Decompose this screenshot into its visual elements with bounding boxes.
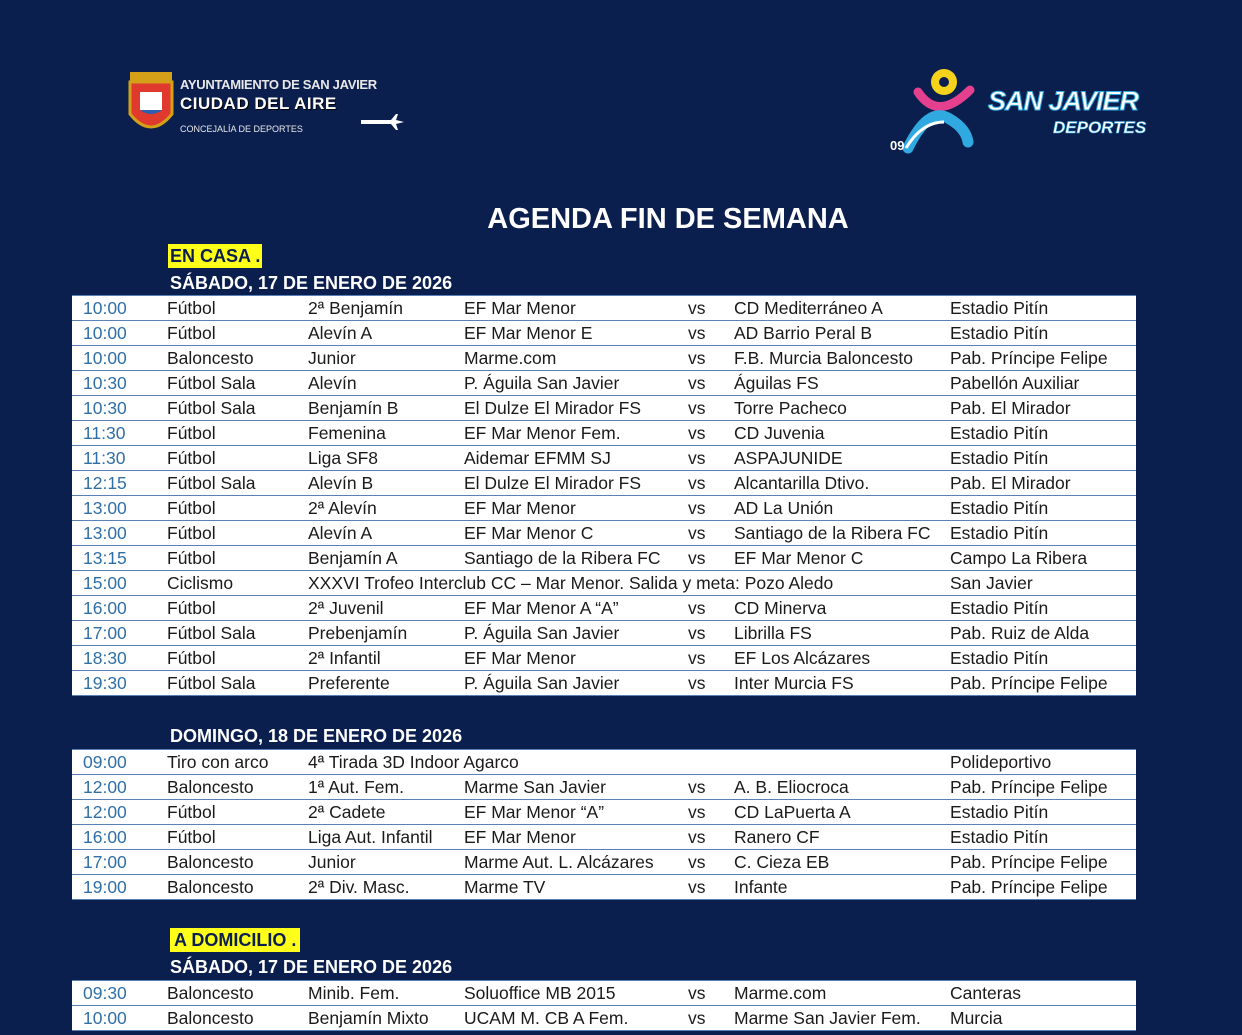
category-cell: 2ª Infantil xyxy=(308,646,464,671)
time-cell: 11:30 xyxy=(72,446,167,471)
venue-cell: Polideportivo xyxy=(950,750,1136,775)
category-cell: Minib. Fem. xyxy=(308,981,464,1006)
sunday-home-table xyxy=(72,749,1136,900)
category-cell: Liga SF8 xyxy=(308,446,464,471)
table-row xyxy=(72,750,1136,775)
sport-cell: Fútbol Sala xyxy=(167,671,308,696)
time-cell: 10:00 xyxy=(72,321,167,346)
time-cell: 15:00 xyxy=(72,571,167,596)
home-team-cell: Marme San Javier xyxy=(464,775,688,800)
table-row xyxy=(72,396,1136,421)
logo-line-1: SAN JAVIER xyxy=(988,86,1139,116)
logo-line-2: DEPORTES xyxy=(1053,118,1147,137)
category-cell: Liga Aut. Infantil xyxy=(308,825,464,850)
sport-cell: Fútbol Sala xyxy=(167,621,308,646)
venue-cell: Murcia xyxy=(950,1006,1136,1031)
venue-cell: Pab. Príncipe Felipe xyxy=(950,671,1136,696)
sport-cell: Baloncesto xyxy=(167,1006,308,1031)
home-team-cell: El Dulze El Mirador FS xyxy=(464,471,688,496)
table-row xyxy=(72,825,1136,850)
home-team-cell: Soluoffice MB 2015 xyxy=(464,981,688,1006)
venue-cell: Estadio Pitín xyxy=(950,596,1136,621)
home-team-cell: Santiago de la Ribera FC xyxy=(464,546,688,571)
saturday-home-heading: SÁBADO, 17 DE ENERO DE 2026 xyxy=(170,273,453,293)
time-cell: 13:15 xyxy=(72,546,167,571)
category-cell: 2ª Benjamín xyxy=(308,296,464,321)
sport-cell: Baloncesto xyxy=(167,346,308,371)
home-team-cell: EF Mar Menor xyxy=(464,825,688,850)
home-team-cell: EF Mar Menor A “A” xyxy=(464,596,688,621)
table-row xyxy=(72,496,1136,521)
sport-cell: Fútbol xyxy=(167,496,308,521)
home-team-cell: EF Mar Menor “A” xyxy=(464,800,688,825)
home-team-cell: EF Mar Menor C xyxy=(464,521,688,546)
table-row xyxy=(72,875,1136,900)
time-cell: 12:00 xyxy=(72,800,167,825)
category-cell: Alevín xyxy=(308,371,464,396)
time-cell: 10:00 xyxy=(72,346,167,371)
venue-cell: Estadio Pitín xyxy=(950,421,1136,446)
time-cell: 19:00 xyxy=(72,875,167,900)
away-team-cell: EF Mar Menor C xyxy=(734,546,950,571)
en-casa-label: EN CASA . xyxy=(170,246,261,266)
time-cell: 19:30 xyxy=(72,671,167,696)
home-team-cell: Marme Aut. L. Alcázares xyxy=(464,850,688,875)
venue-cell: Estadio Pitín xyxy=(950,321,1136,346)
time-cell: 18:30 xyxy=(72,646,167,671)
home-team-cell: El Dulze El Mirador FS xyxy=(464,396,688,421)
away-team-cell: Alcantarilla Dtivo. xyxy=(734,471,950,496)
time-cell: 12:15 xyxy=(72,471,167,496)
table-row xyxy=(72,321,1136,346)
table-row xyxy=(72,981,1136,1006)
event-cell: XXXVI Trofeo Interclub CC – Mar Menor. Salida y meta: Pozo Aledo xyxy=(308,571,950,596)
away-team-cell: Infante xyxy=(734,875,950,900)
category-cell: 2ª Cadete xyxy=(308,800,464,825)
category-cell: Alevín B xyxy=(308,471,464,496)
table-row xyxy=(72,800,1136,825)
away-team-cell: Inter Murcia FS xyxy=(734,671,950,696)
away-team-cell: Águilas FS xyxy=(734,371,950,396)
home-team-cell: EF Mar Menor xyxy=(464,296,688,321)
vs-cell: vs xyxy=(688,421,734,446)
sport-cell: Fútbol xyxy=(167,825,308,850)
san-javier-deportes-logo xyxy=(888,62,1163,158)
vs-cell: vs xyxy=(688,850,734,875)
table-row xyxy=(72,621,1136,646)
time-cell: 11:30 xyxy=(72,421,167,446)
home-team-cell: Marme TV xyxy=(464,875,688,900)
vs-cell: vs xyxy=(688,321,734,346)
home-team-cell: EF Mar Menor xyxy=(464,646,688,671)
away-team-cell: CD Mediterráneo A xyxy=(734,296,950,321)
time-cell: 10:30 xyxy=(72,371,167,396)
category-cell: 2ª Juvenil xyxy=(308,596,464,621)
home-team-cell: P. Águila San Javier xyxy=(464,371,688,396)
table-row xyxy=(72,446,1136,471)
away-team-cell: CD Juvenia xyxy=(734,421,950,446)
category-cell: Preferente xyxy=(308,671,464,696)
sport-cell: Fútbol xyxy=(167,296,308,321)
logo-line-3: CONCEJALÍA DE DEPORTES xyxy=(180,124,303,134)
time-cell: 10:00 xyxy=(72,1006,167,1031)
sport-cell: Baloncesto xyxy=(167,850,308,875)
vs-cell: vs xyxy=(688,646,734,671)
time-cell: 17:00 xyxy=(72,850,167,875)
home-team-cell: P. Águila San Javier xyxy=(464,671,688,696)
venue-cell: Estadio Pitín xyxy=(950,446,1136,471)
away-team-cell: EF Los Alcázares xyxy=(734,646,950,671)
vs-cell: vs xyxy=(688,546,734,571)
vs-cell: vs xyxy=(688,496,734,521)
table-row xyxy=(72,646,1136,671)
away-team-cell: CD LaPuerta A xyxy=(734,800,950,825)
table-row xyxy=(72,421,1136,446)
away-team-cell: Marme.com xyxy=(734,981,950,1006)
sport-cell: Fútbol Sala xyxy=(167,396,308,421)
home-team-cell: EF Mar Menor E xyxy=(464,321,688,346)
venue-cell: Campo La Ribera xyxy=(950,546,1136,571)
ayuntamiento-logo xyxy=(126,70,416,144)
table-row xyxy=(72,850,1136,875)
home-team-cell: EF Mar Menor Fem. xyxy=(464,421,688,446)
vs-cell: vs xyxy=(688,875,734,900)
vs-cell: vs xyxy=(688,775,734,800)
vs-cell: vs xyxy=(688,471,734,496)
category-cell: Alevín A xyxy=(308,321,464,346)
time-cell: 13:00 xyxy=(72,521,167,546)
sport-cell: Fútbol Sala xyxy=(167,371,308,396)
table-row xyxy=(72,346,1136,371)
event-cell: 4ª Tirada 3D Indoor Agarco xyxy=(308,750,950,775)
venue-cell: Pab. El Mirador xyxy=(950,471,1136,496)
venue-cell: Estadio Pitín xyxy=(950,496,1136,521)
away-team-cell: Torre Pacheco xyxy=(734,396,950,421)
vs-cell: vs xyxy=(688,621,734,646)
category-cell: Prebenjamín xyxy=(308,621,464,646)
table-row xyxy=(72,546,1136,571)
saturday-away-table xyxy=(72,980,1136,1031)
vs-cell: vs xyxy=(688,521,734,546)
vs-cell: vs xyxy=(688,446,734,471)
time-cell: 10:00 xyxy=(72,296,167,321)
logo-line-2: CIUDAD DEL AIRE xyxy=(180,94,337,113)
venue-cell: Estadio Pitín xyxy=(950,825,1136,850)
table-row xyxy=(72,1006,1136,1031)
sport-cell: Fútbol xyxy=(167,596,308,621)
category-cell: Benjamín A xyxy=(308,546,464,571)
away-team-cell: ASPAJUNIDE xyxy=(734,446,950,471)
sport-cell: Fútbol xyxy=(167,421,308,446)
away-team-cell: AD La Unión xyxy=(734,496,950,521)
venue-cell: Pab. Ruiz de Alda xyxy=(950,621,1136,646)
table-row xyxy=(72,296,1136,321)
category-cell: Benjamín B xyxy=(308,396,464,421)
table-row xyxy=(72,775,1136,800)
sport-cell: Tiro con arco xyxy=(167,750,308,775)
table-row xyxy=(72,596,1136,621)
away-team-cell: F.B. Murcia Baloncesto xyxy=(734,346,950,371)
category-cell: Femenina xyxy=(308,421,464,446)
home-team-cell: EF Mar Menor xyxy=(464,496,688,521)
time-cell: 09:30 xyxy=(72,981,167,1006)
vs-cell: vs xyxy=(688,396,734,421)
venue-cell: Pabellón Auxiliar xyxy=(950,371,1136,396)
home-team-cell: P. Águila San Javier xyxy=(464,621,688,646)
category-cell: 1ª Aut. Fem. xyxy=(308,775,464,800)
vs-cell: vs xyxy=(688,671,734,696)
venue-cell: Pab. El Mirador xyxy=(950,396,1136,421)
venue-cell: San Javier xyxy=(950,571,1136,596)
page-title: AGENDA FIN DE SEMANA xyxy=(487,203,849,235)
category-cell: 2ª Div. Masc. xyxy=(308,875,464,900)
table-row xyxy=(72,521,1136,546)
venue-cell: Pab. Príncipe Felipe xyxy=(950,346,1136,371)
venue-cell: Estadio Pitín xyxy=(950,521,1136,546)
home-team-cell: UCAM M. CB A Fem. xyxy=(464,1006,688,1031)
time-cell: 17:00 xyxy=(72,621,167,646)
table-row xyxy=(72,471,1136,496)
venue-cell: Canteras xyxy=(950,981,1136,1006)
logo-line-1: AYUNTAMIENTO DE SAN JAVIER xyxy=(180,77,377,92)
sport-cell: Baloncesto xyxy=(167,875,308,900)
sport-cell: Baloncesto xyxy=(167,775,308,800)
table-row xyxy=(72,371,1136,396)
away-team-cell: AD Barrio Peral B xyxy=(734,321,950,346)
time-cell: 13:00 xyxy=(72,496,167,521)
sport-cell: Fútbol Sala xyxy=(167,471,308,496)
saturday-home-table xyxy=(72,295,1136,696)
away-team-cell: Librilla FS xyxy=(734,621,950,646)
sport-cell: Fútbol xyxy=(167,521,308,546)
venue-cell: Estadio Pitín xyxy=(950,800,1136,825)
time-cell: 12:00 xyxy=(72,775,167,800)
vs-cell: vs xyxy=(688,825,734,850)
away-team-cell: CD Minerva xyxy=(734,596,950,621)
category-cell: 2ª Alevín xyxy=(308,496,464,521)
category-cell: Junior xyxy=(308,850,464,875)
category-cell: Benjamín Mixto xyxy=(308,1006,464,1031)
sunday-home-heading: DOMINGO, 18 DE ENERO DE 2026 xyxy=(170,726,463,746)
away-team-cell: A. B. Eliocroca xyxy=(734,775,950,800)
time-cell: 16:00 xyxy=(72,825,167,850)
category-cell: Alevín A xyxy=(308,521,464,546)
vs-cell: vs xyxy=(688,296,734,321)
vs-cell: vs xyxy=(688,800,734,825)
vs-cell: vs xyxy=(688,1006,734,1031)
away-team-cell: Marme San Javier Fem. xyxy=(734,1006,950,1031)
sport-cell: Fútbol xyxy=(167,321,308,346)
time-cell: 09:00 xyxy=(72,750,167,775)
sport-cell: Fútbol xyxy=(167,546,308,571)
venue-cell: Pab. Príncipe Felipe xyxy=(950,875,1136,900)
vs-cell: vs xyxy=(688,346,734,371)
a-domicilio-label: A DOMICILIO . xyxy=(170,928,300,952)
venue-cell: Pab. Príncipe Felipe xyxy=(950,775,1136,800)
away-team-cell: Santiago de la Ribera FC xyxy=(734,521,950,546)
table-row xyxy=(72,671,1136,696)
away-team-cell: Ranero CF xyxy=(734,825,950,850)
home-team-cell: Aidemar EFMM SJ xyxy=(464,446,688,471)
sport-cell: Baloncesto xyxy=(167,981,308,1006)
venue-cell: Estadio Pitín xyxy=(950,646,1136,671)
saturday-away-heading: SÁBADO, 17 DE ENERO DE 2026 xyxy=(170,957,453,977)
away-team-cell: C. Cieza EB xyxy=(734,850,950,875)
time-cell: 16:00 xyxy=(72,596,167,621)
home-team-cell: Marme.com xyxy=(464,346,688,371)
vs-cell: vs xyxy=(688,981,734,1006)
vs-cell: vs xyxy=(688,371,734,396)
logo-number: 09 xyxy=(890,138,905,153)
vs-cell: vs xyxy=(688,596,734,621)
venue-cell: Estadio Pitín xyxy=(950,296,1136,321)
sport-cell: Ciclismo xyxy=(167,571,308,596)
time-cell: 10:30 xyxy=(72,396,167,421)
venue-cell: Pab. Príncipe Felipe xyxy=(950,850,1136,875)
sport-cell: Fútbol xyxy=(167,446,308,471)
sport-cell: Fútbol xyxy=(167,800,308,825)
sport-cell: Fútbol xyxy=(167,646,308,671)
table-row xyxy=(72,571,1136,596)
category-cell: Junior xyxy=(308,346,464,371)
